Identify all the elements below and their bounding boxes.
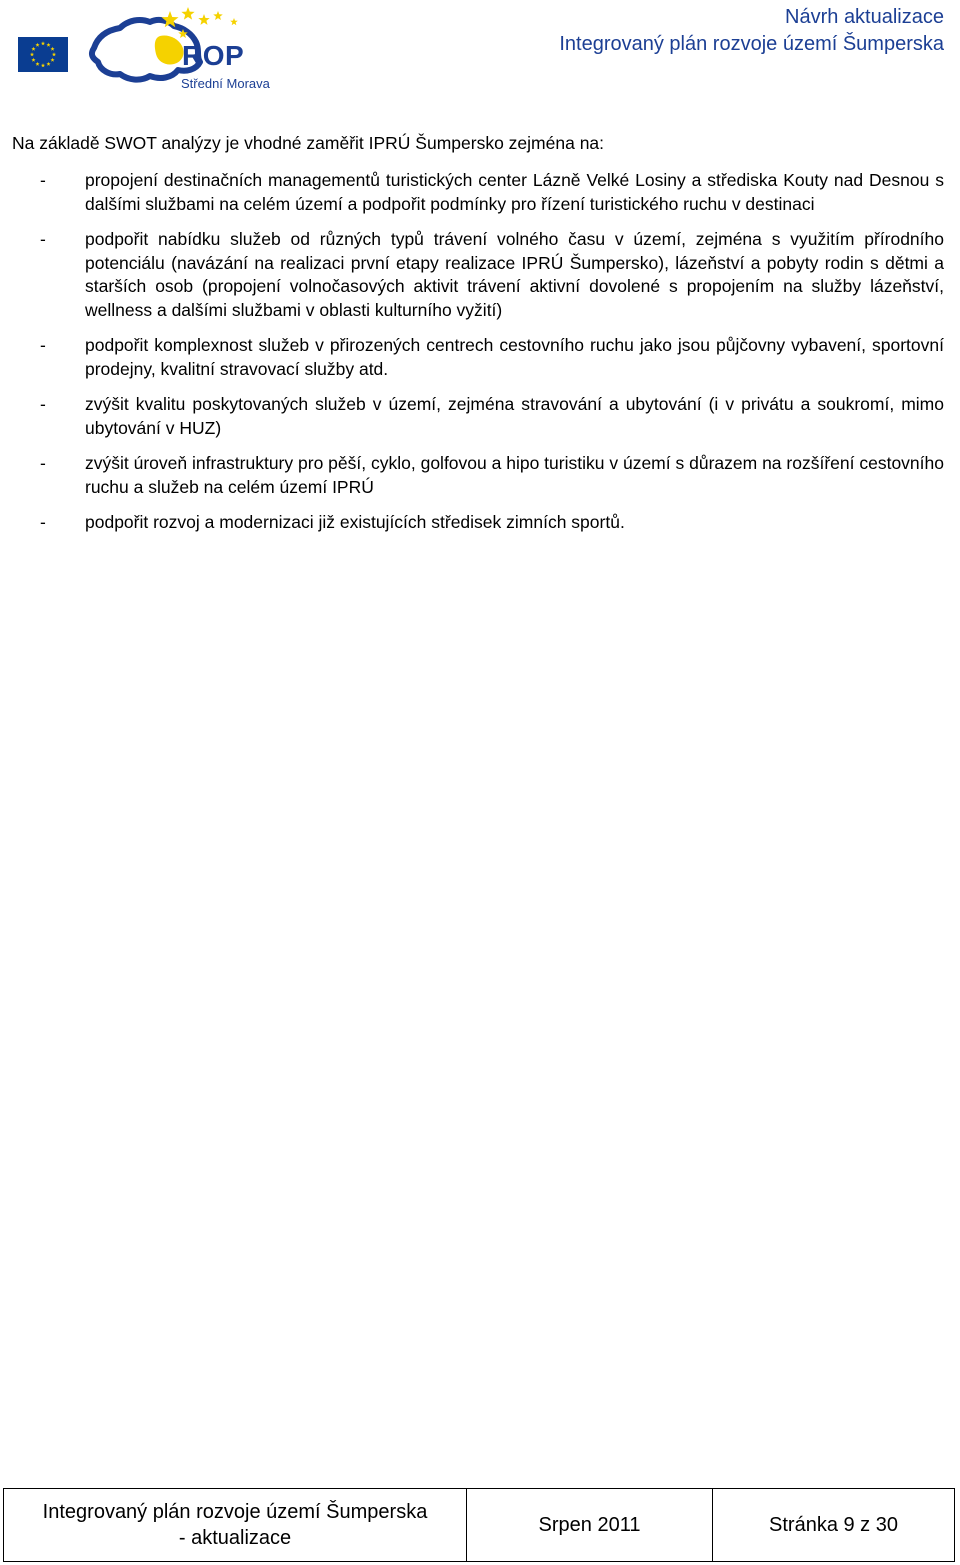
list-item [0, 334, 960, 381]
recommendation-list [0, 169, 960, 547]
intro-paragraph: Na základě SWOT analýzy je vhodné zaměřit IPRÚ Šumpersko zejména na: [12, 133, 605, 153]
list-item-text: podpořit rozvoj a modernizaci již existujících středisek zimních sportů. [85, 512, 625, 532]
list-item [0, 511, 960, 535]
footer-document-title [4, 1489, 466, 1561]
list-item-text: podpořit nabídku služeb od různých typů trávení volného času v území, zejména s využitím přírodního potenciálu (navázání na realizaci první etapy realizace IPRÚ Šumpersko), lázeňství a pobyty rodin s dětmi a starších osob (propojení volnočasových aktivit trávení aktivní dovolené s propojením na služby lázeňství, wellness a dalšími službami v oblasti kulturního vyžití) [85, 229, 944, 320]
list-bullet: - [40, 335, 46, 355]
document-header-title [559, 4, 944, 58]
logo-subtitle: Střední Morava [181, 76, 270, 91]
list-item-text: zvýšit kvalitu poskytovaných služeb v území, zejména stravování a ubytování (i v privátu a soukromí, mimo ubytování v HUZ) [85, 394, 944, 438]
logo-name: ROP [182, 40, 245, 71]
eu-flag-icon [18, 37, 68, 72]
header-title-line-2: Integrovaný plán rozvoje území Šumperska [559, 33, 944, 55]
list-item [0, 452, 960, 499]
logo-star-icon [181, 7, 194, 20]
list-bullet: - [40, 512, 46, 532]
list-item-text: zvýšit úroveň infrastruktury pro pěší, cyklo, golfovou a hipo turistiku v území s důrazem na rozšíření cestovního ruchu a služeb na celém území IPRÚ [85, 453, 944, 497]
footer-page-number: Stránka 9 z 30 [712, 1489, 954, 1561]
footer-title-line-1: Integrovaný plán rozvoje území Šumperska [42, 1501, 428, 1523]
page-header [0, 0, 960, 100]
footer-date: Srpen 2011 [466, 1489, 712, 1561]
list-bullet: - [40, 229, 46, 249]
list-item [0, 393, 960, 440]
logo-star-icon [213, 11, 223, 20]
list-bullet: - [40, 453, 46, 473]
list-bullet: - [40, 394, 46, 414]
footer-title-line-2: - aktualizace [178, 1527, 292, 1549]
list-item [0, 228, 960, 322]
page-footer [3, 1488, 955, 1562]
list-item-text: propojení destinačních managementů turistických center Lázně Velké Losiny a střediska Kouty nad Desnou s dalšími službami na celém území a podpořit podmínky pro řízení turistického ruchu v destinaci [85, 170, 944, 214]
logo-star-icon [230, 18, 238, 25]
list-bullet: - [40, 170, 46, 190]
header-title-line-1: Návrh aktualizace [785, 6, 944, 28]
logo-star-icon [198, 14, 209, 25]
list-item-text: podpořit komplexnost služeb v přirozených centrech cestovního ruchu jako jsou půjčovny vybavení, sportovní prodejny, kvalitní stravovací služby atd. [85, 335, 944, 379]
list-item [0, 169, 960, 216]
